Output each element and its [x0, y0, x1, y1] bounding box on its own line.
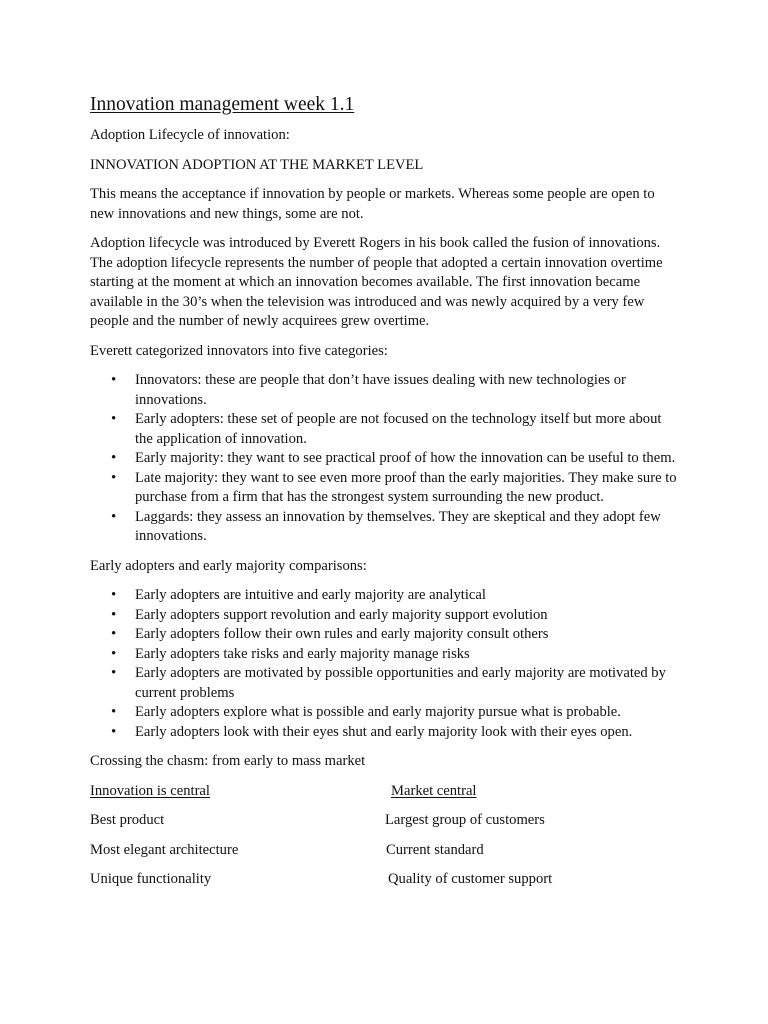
list-item-text: Early adopters: these set of people are not focused on the technology itself but more about the application of innovation. [135, 411, 662, 447]
document-page [90, 93, 680, 900]
comparisons-list [90, 586, 680, 742]
table-cell-right: Largest group of customers [385, 812, 545, 828]
list-item-text: Innovators: these are people that don’t have issues dealing with new technologies or innovations. [135, 372, 626, 408]
document-title: Innovation management week 1.1 [90, 94, 355, 115]
table-row [90, 870, 680, 890]
list-item [90, 703, 680, 723]
list-item [90, 371, 680, 410]
subtitle: Adoption Lifecycle of innovation: [90, 127, 290, 143]
table-cell-right: Quality of customer support [388, 871, 553, 887]
bullet-icon: • [111, 704, 117, 720]
bullet-icon: • [111, 450, 117, 466]
table-cell-right: Current standard [386, 841, 484, 858]
bullet-icon: • [111, 665, 117, 681]
list-item [90, 664, 680, 703]
column-header-market: Market central [391, 782, 477, 799]
list-item [90, 449, 680, 469]
list-item-text: Late majority: they want to see even more proof than the early majorities. They make sure to purchase from a firm that has the strongest system surrounding the new product. [135, 469, 677, 505]
bullet-icon: • [111, 411, 117, 427]
bullet-icon: • [111, 626, 117, 642]
list-item [90, 625, 680, 645]
bullet-icon: • [111, 508, 117, 525]
paragraph-acceptance: This means the acceptance if innovation by people or markets. Whereas some people are open to new innovations and new things, some are not. [90, 186, 655, 222]
list-item-text: Early adopters are motivated by possible opportunities and early majority are motivated by current problems [135, 665, 666, 701]
bullet-icon: • [111, 606, 117, 623]
bullet-icon: • [111, 587, 117, 603]
list-item [90, 606, 680, 626]
bullet-icon: • [111, 372, 117, 388]
list-item-text: Early majority: they want to see practical proof of how the innovation can be useful to them. [135, 450, 676, 466]
list-item [90, 469, 680, 508]
table-row [90, 811, 680, 831]
list-item-text: Laggards: they assess an innovation by themselves. They are skeptical and they adopt few innovations. [135, 508, 661, 544]
list-item-text: Early adopters follow their own rules and early majority consult others [135, 626, 549, 642]
list-item [90, 410, 680, 449]
list-item-text: Early adopters take risks and early majority manage risks [135, 645, 470, 662]
list-item [90, 586, 680, 606]
list-item-text: Early adopters are intuitive and early majority are analytical [135, 587, 486, 603]
table-row [90, 841, 680, 861]
table-cell-left: Best product [90, 812, 165, 828]
list-item [90, 508, 680, 547]
table-cell-left: Unique functionality [90, 871, 212, 887]
table-header-row [90, 782, 680, 802]
list-item-text: Early adopters support revolution and early majority support evolution [135, 606, 548, 623]
list-item [90, 723, 680, 743]
bullet-icon: • [111, 645, 117, 662]
paragraph-adoption-lifecycle: Adoption lifecycle was introduced by Everett Rogers in his book called the fusion of innovations. The adoption lifecycle represents the number of people that adopted a certain innovation overtime starting at the moment at which an innovation becomes available. The first innovation became available in the 30’s when the television was introduced and was newly acquired by a very few people and the number of newly acquirees grew overtime. [90, 235, 663, 329]
categories-intro: Everett categorized innovators into five categories: [90, 342, 388, 359]
list-item-text: Early adopters explore what is possible and early majority pursue what is probable. [135, 704, 621, 720]
bullet-icon: • [111, 469, 117, 486]
bullet-icon: • [111, 723, 117, 740]
chasm-heading: Crossing the chasm: from early to mass market [90, 753, 366, 769]
table-cell-left: Most elegant architecture [90, 841, 239, 858]
column-header-innovation: Innovation is central [90, 782, 210, 799]
section-heading: INNOVATION ADOPTION AT THE MARKET LEVEL [90, 156, 424, 173]
categories-list [90, 371, 680, 547]
list-item-text: Early adopters look with their eyes shut and early majority look with their eyes open. [135, 723, 633, 740]
comparisons-intro: Early adopters and early majority comparisons: [90, 557, 367, 574]
list-item [90, 645, 680, 665]
